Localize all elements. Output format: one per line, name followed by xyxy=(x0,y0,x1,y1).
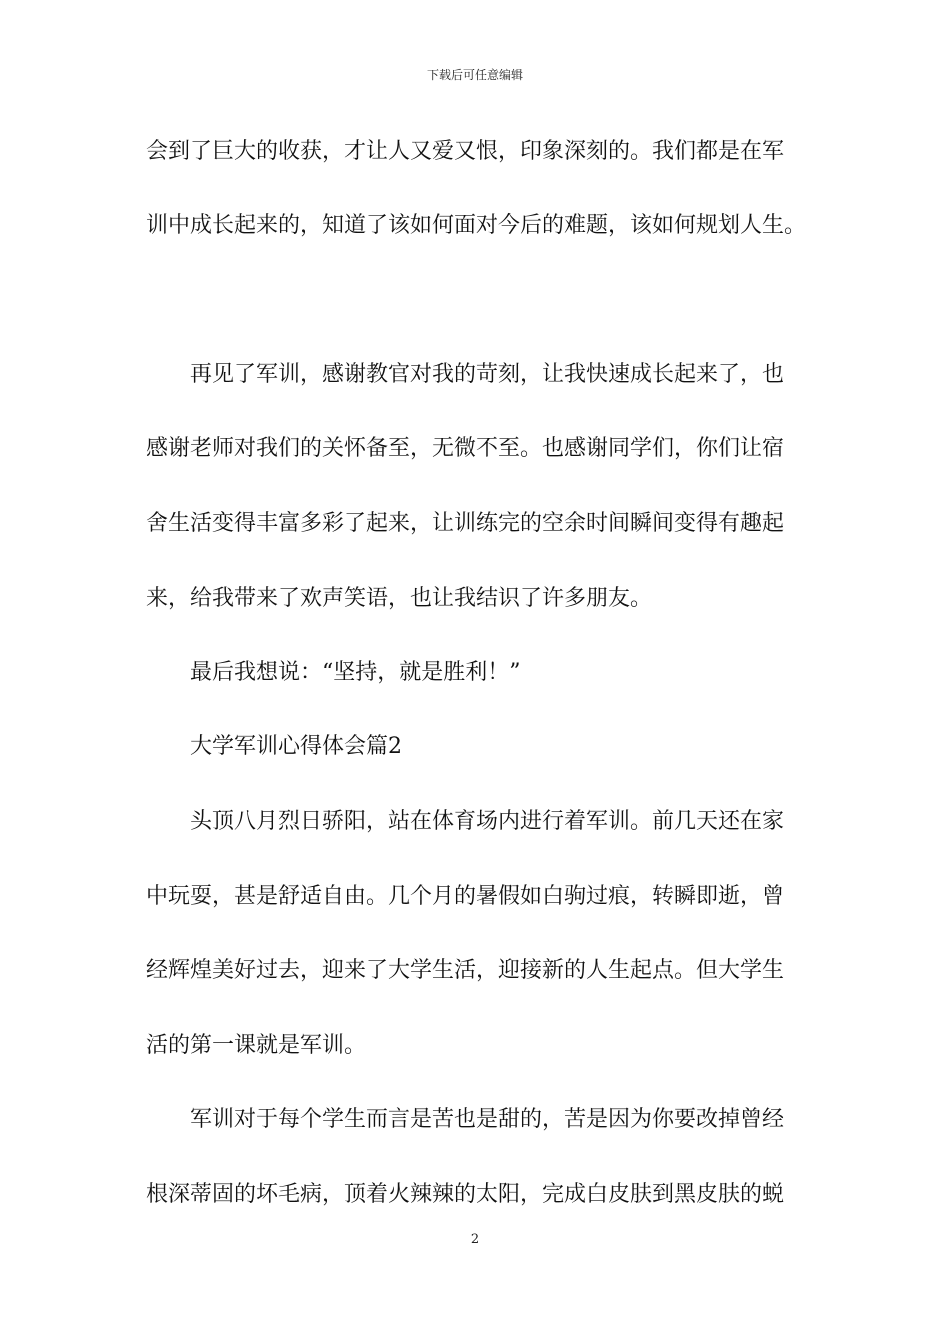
body-text-line: 最后我想说：“坚持，就是胜利！” xyxy=(190,660,521,685)
body-text-line: 经辉煌美好过去，迎来了大学生活，迎接新的人生起点。但大学生 xyxy=(146,958,785,983)
body-text-line: 来，给我带来了欢声笑语，也让我结识了许多朋友。 xyxy=(146,586,653,611)
body-text-line: 中玩耍，甚是舒适自由。几个月的暑假如白驹过痕，转瞬即逝，曾 xyxy=(146,884,785,909)
body-text-line: 军训对于每个学生而言是苦也是甜的，苦是因为你要改掉曾经 xyxy=(190,1107,785,1132)
page-number: 2 xyxy=(470,1232,480,1247)
body-text-line: 头顶八月烈日骄阳，站在体育场内进行着军训。前几天还在家 xyxy=(190,809,785,834)
body-text-line: 活的第一课就是军训。 xyxy=(146,1033,367,1058)
body-text-line: 舍生活变得丰富多彩了起来，让训练完的空余时间瞬间变得有趣起 xyxy=(146,511,785,536)
body-text-line: 会到了巨大的收获，才让人又爱又恨，印象深刻的。我们都是在军 xyxy=(146,139,785,164)
body-text-line: 感谢老师对我们的关怀备至，无微不至。也感谢同学们，你们让宿 xyxy=(146,436,785,461)
page-header: 下载后可任意编辑 xyxy=(426,68,523,82)
body-text-line: 根深蒂固的坏毛病，顶着火辣辣的太阳，完成白皮肤到黑皮肤的蜕 xyxy=(146,1182,785,1207)
body-text-line: 训中成长起来的，知道了该如何面对今后的难题，该如何规划人生。 xyxy=(146,213,807,238)
body-text-line: 再见了军训，感谢教官对我的苛刻，让我快速成长起来了，也 xyxy=(190,362,785,387)
section-heading: 大学军训心得体会篇2 xyxy=(190,734,402,759)
